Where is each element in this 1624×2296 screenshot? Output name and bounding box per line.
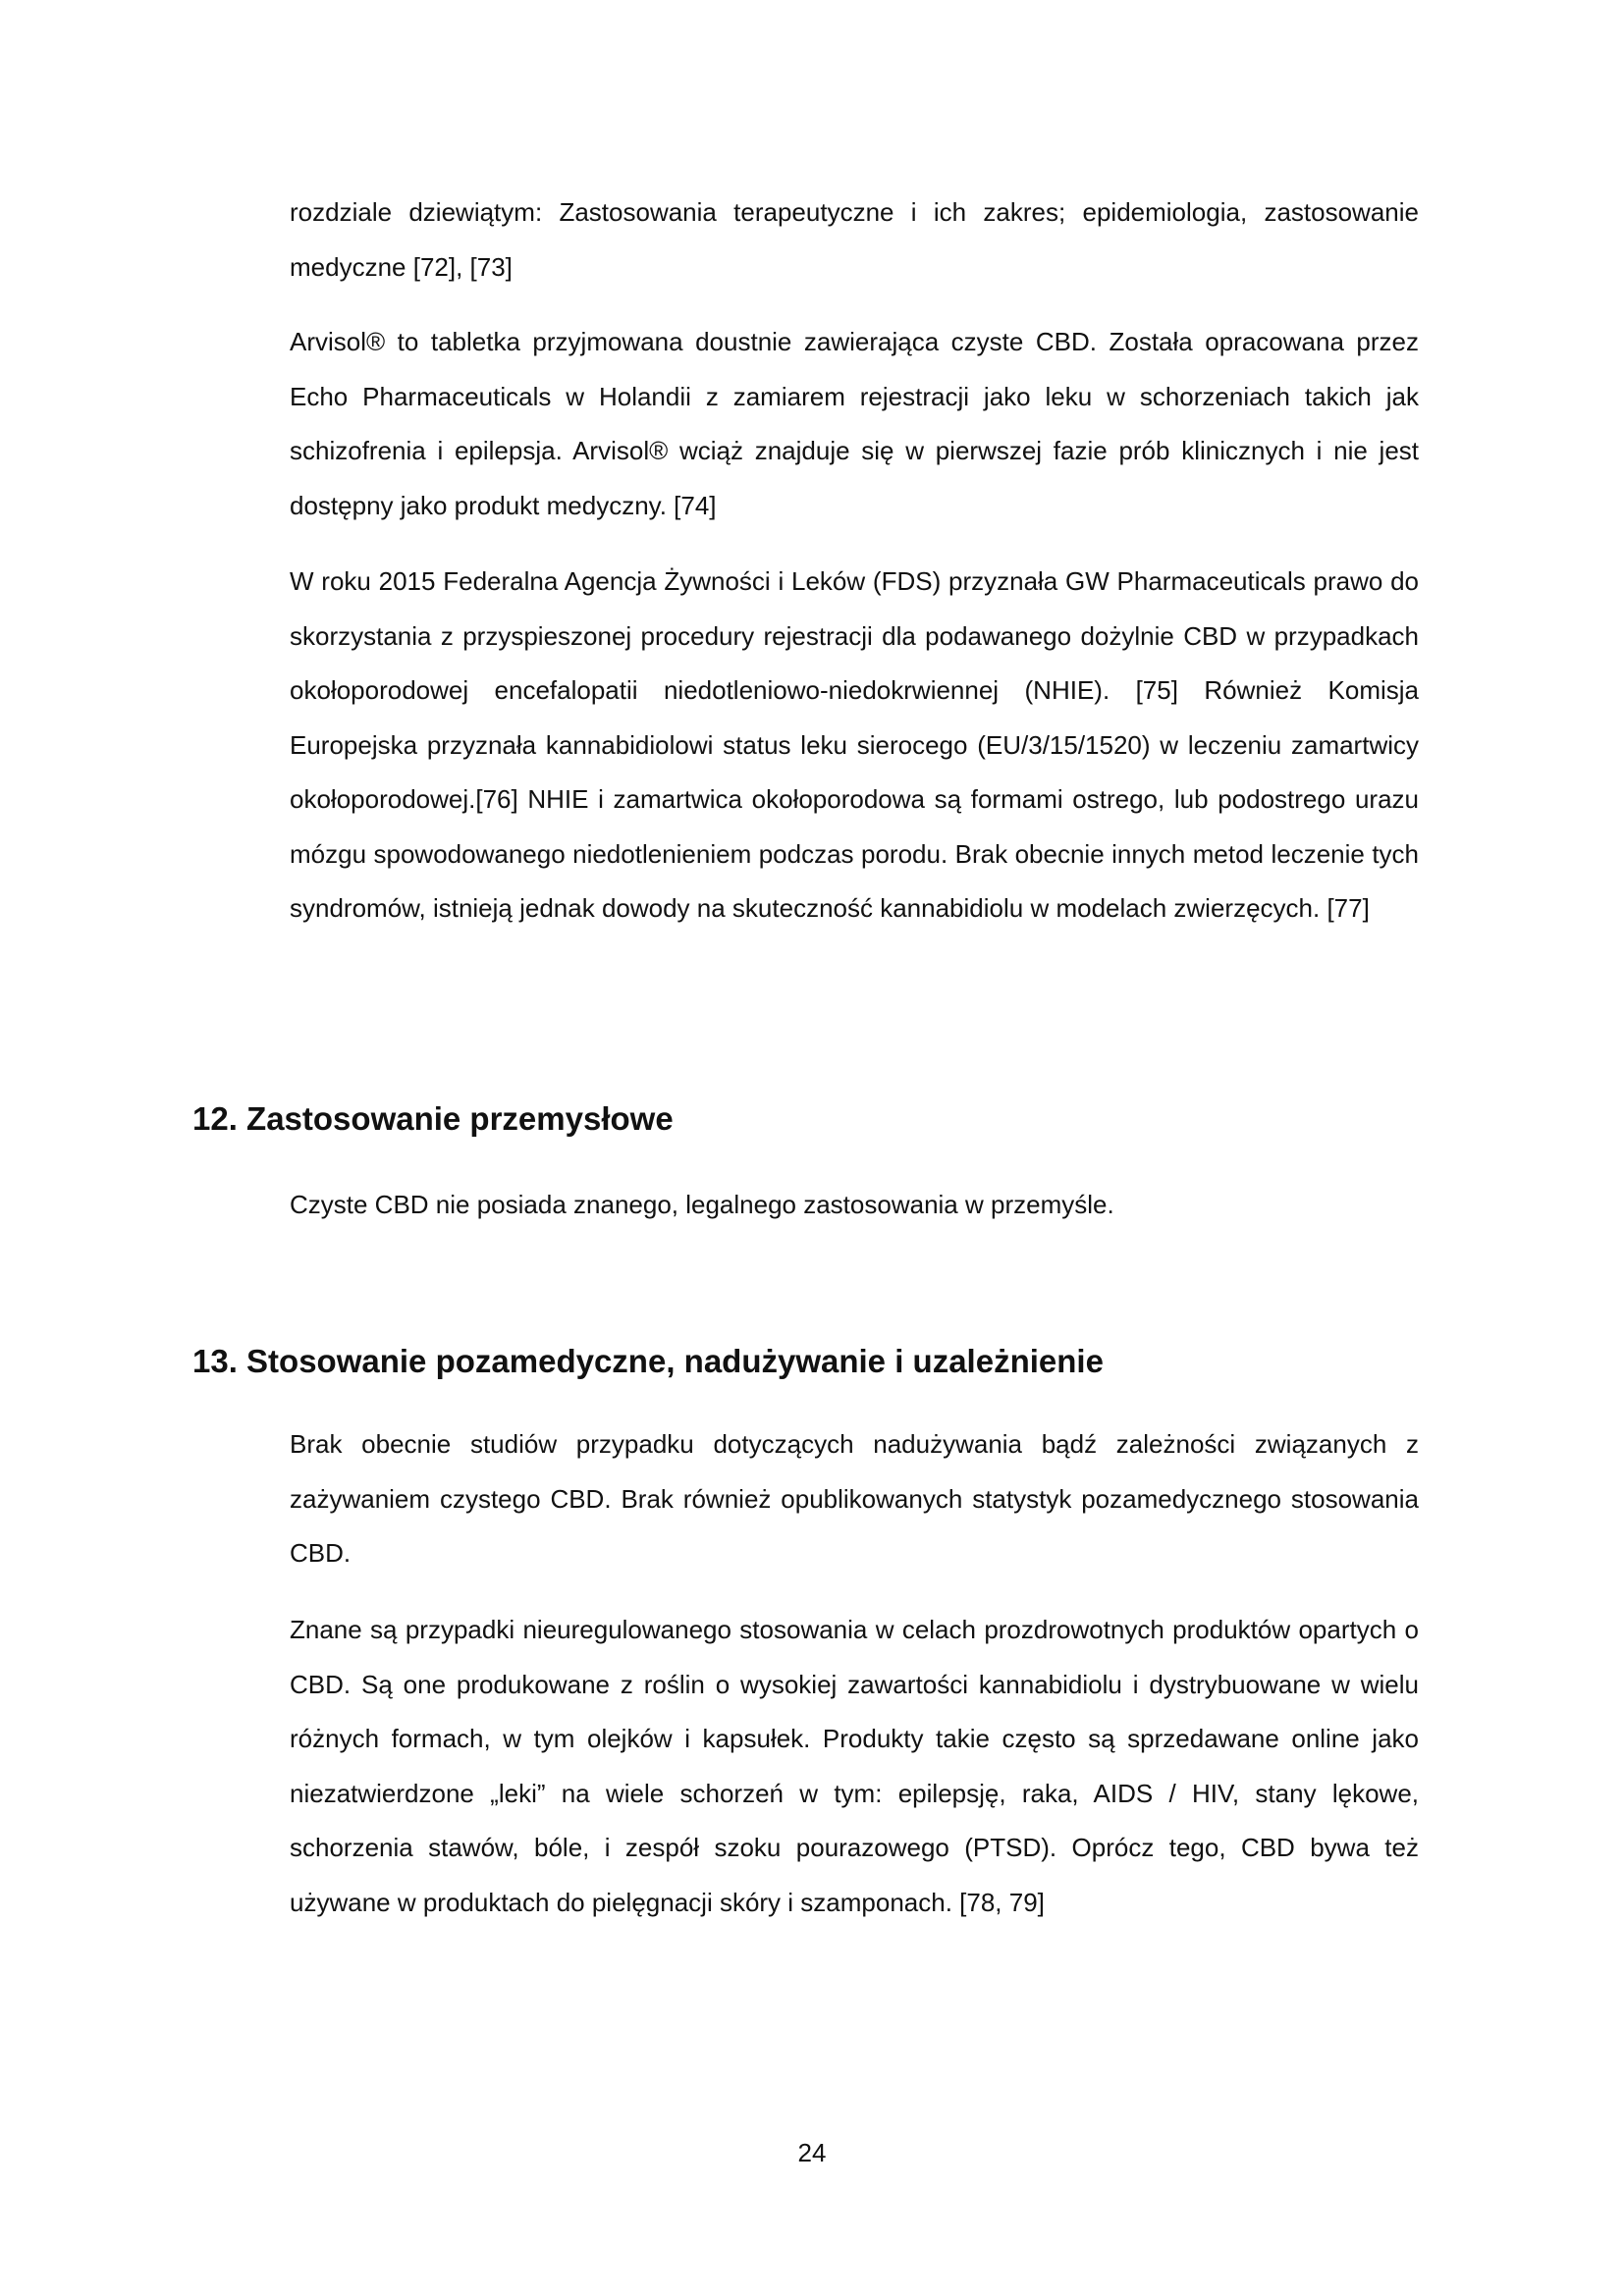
paragraph-abuse-studies: Brak obecnie studiów przypadku dotyczących nadużywania bądź zależności związanych z zażywaniem czystego CBD. Brak również opublikowanych statystyk pozamedycznego stosowania CBD. xyxy=(290,1429,1419,1568)
paragraph-unregulated-use: Znane są przypadki nieuregulowanego stosowania w celach prozdrowotnych produktów opartych o CBD. Są one produkowane z roślin o wysokiej zawartości kannabidiolu i dystrybuowane w wielu różnych formach, w tym olejków i kapsułek. Produkty takie często są sprzedawane online jako niezatwierdzone „leki” na wiele schorzeń w tym: epilepsję, raka, AIDS / HIV, stany lękowe, schorzenia stawów, bóle, i zespół szoku pourazowego (PTSD). Oprócz tego, CBD bywa też używane w produktach do pielęgnacji skóry i szamponach. [78, 79] xyxy=(290,1615,1419,1917)
paragraph-arvisol: Arvisol® to tabletka przyjmowana doustnie zawierająca czyste CBD. Została opracowana przez Echo Pharmaceuticals w Holandii z zamiarem rejestracji jako leku w schorzeniach takich jak schizofrenia i epilepsja. Arvisol® wciąż znajduje się w pierwszej fazie prób klinicznych i nie jest dostępny jako produkt medyczny. [74] xyxy=(290,327,1419,520)
page-number: 24 xyxy=(797,2138,827,2167)
paragraph-fda-designation: W roku 2015 Federalna Agencja Żywności i Leków (FDS) przyznała GW Pharmaceuticals prawo do skorzystania z przyspieszonej procedury rejestracji dla podawanego dożylnie CBD w przypadkach okołoporodowej encefalopatii niedotleniowo-niedokrwiennej (NHIE). [75] Również Komisja Europejska przyznała kannabidiolowi status leku sierocego (EU/3/15/1520) w leczeniu zamartwicy okołoporodowej.[76] NHIE i zamartwica okołoporodowa są formami ostrego, lub podostrego urazu mózgu spowodowanego niedotlenieniem podczas porodu. Brak obecnie innych metod leczenie tych syndromów, istnieją jednak dowody na skuteczność kannabidiolu w modelach zwierzęcych. [77] xyxy=(290,566,1419,923)
section-13-heading: 13. Stosowanie pozamedyczne, nadużywanie i uzależnienie xyxy=(192,1343,1104,1379)
paragraph-industrial-use: Czyste CBD nie posiada znanego, legalnego zastosowania w przemyśle. xyxy=(290,1190,1114,1219)
paragraph-chapter-reference: rozdziale dziewiątym: Zastosowania terapeutyczne i ich zakres; epidemiologia, zastosowanie medyczne [72], [73] xyxy=(290,197,1419,282)
section-12-heading: 12. Zastosowanie przemysłowe xyxy=(192,1100,674,1137)
